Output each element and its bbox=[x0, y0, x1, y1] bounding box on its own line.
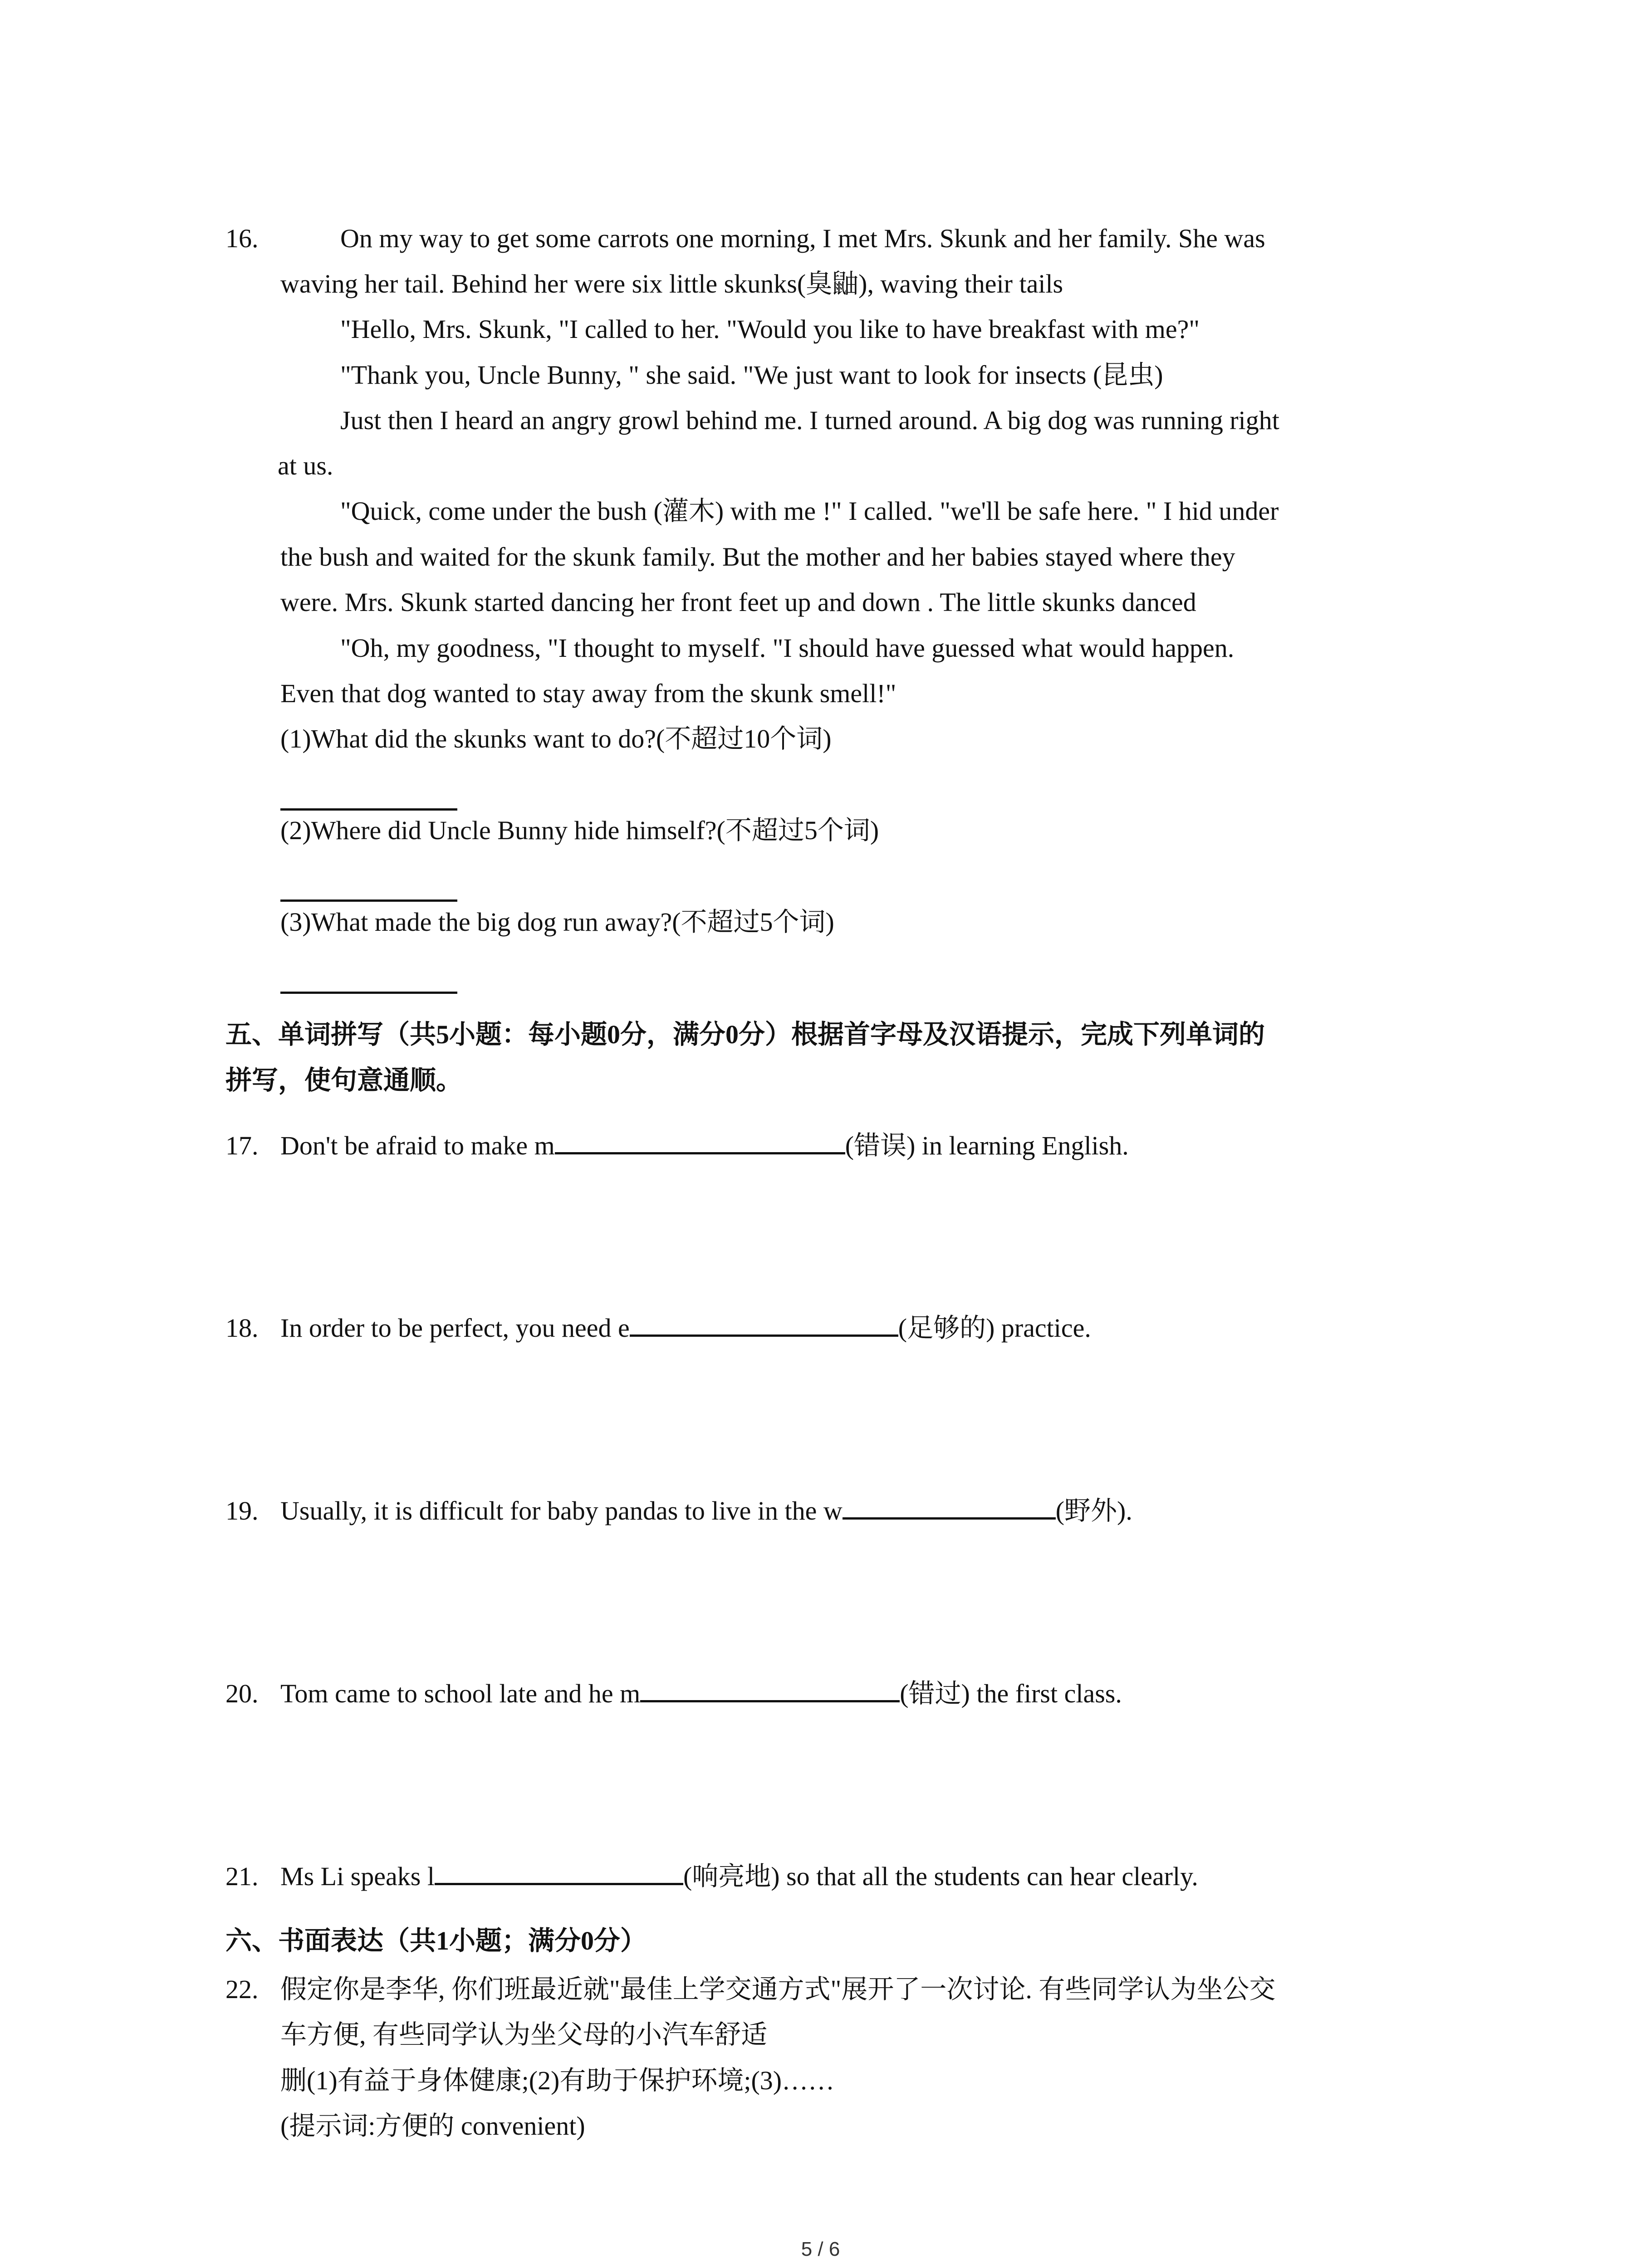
sentence-end: (错过) the first class. bbox=[900, 1679, 1122, 1708]
page-number: 5 / 6 bbox=[801, 2238, 840, 2260]
sentence-start: Usually, it is difficult for baby pandas to live in the w bbox=[280, 1496, 843, 1525]
sentence-start: Ms Li speaks l bbox=[280, 1862, 435, 1891]
prompt-line: 假定你是李华, 你们班最近就"最佳上学交通方式"展开了一次讨论. 有些同学认为坐公交 bbox=[280, 1975, 1276, 2004]
sentence-end: (响亮地) so that all the students can hear clearly. bbox=[683, 1862, 1198, 1891]
fill-blank[interactable] bbox=[555, 1125, 845, 1154]
question-17 bbox=[225, 1123, 1129, 1169]
passage-line: "Oh, my goodness, "I thought to myself. "I should have guessed what would happen. bbox=[340, 633, 1234, 663]
section-6-heading: 六、书面表达（共1小题；满分0分） bbox=[225, 1926, 647, 1955]
passage-line: "Thank you, Uncle Bunny, " she said. "We just want to look for insects (昆虫) bbox=[340, 360, 1163, 390]
question-22 bbox=[225, 1966, 1275, 2013]
section-5-heading-cont: 拼写，使句意通顺。 bbox=[225, 1066, 463, 1095]
prompt-line: 删(1)有益于身体健康;(2)有助于保护环境;(3)…… bbox=[280, 2066, 835, 2095]
question-number: 19. bbox=[225, 1496, 259, 1525]
question-19 bbox=[225, 1488, 1132, 1534]
prompt-hint: (提示词:方便的 convenient) bbox=[280, 2111, 585, 2141]
fill-blank[interactable] bbox=[843, 1490, 1056, 1520]
passage-line: Just then I heard an angry growl behind me. I turned around. A big dog was running right bbox=[340, 406, 1279, 435]
sentence-end: (错误) in learning English. bbox=[845, 1131, 1129, 1160]
sub-question-2: (2)Where did Uncle Bunny hide himself?(不超过5个词) bbox=[280, 816, 879, 845]
question-21 bbox=[225, 1853, 1198, 1900]
sub-question-3: (3)What made the big dog run away?(不超过5个词) bbox=[280, 907, 834, 937]
question-number: 22. bbox=[225, 1975, 259, 2004]
sentence-start: Don't be afraid to make m bbox=[280, 1131, 555, 1160]
sub-question-1: (1)What did the skunks want to do?(不超过10个词) bbox=[280, 724, 832, 753]
passage-line: Even that dog wanted to stay away from the skunk smell!" bbox=[280, 679, 896, 708]
sentence-end: (足够的) practice. bbox=[898, 1313, 1091, 1343]
fill-blank[interactable] bbox=[640, 1673, 900, 1702]
sentence-end: (野外). bbox=[1055, 1496, 1132, 1525]
passage-line: the bush and waited for the skunk family. But the mother and her babies stayed where they bbox=[280, 542, 1235, 572]
fill-blank[interactable] bbox=[435, 1856, 683, 1885]
passage-line: waving her tail. Behind her were six little skunks(臭鼬), waving their tails bbox=[280, 269, 1063, 298]
passage-line: were. Mrs. Skunk started dancing her front feet up and down . The little skunks danced bbox=[280, 587, 1196, 617]
question-number: 21. bbox=[225, 1862, 259, 1891]
question-18 bbox=[225, 1305, 1091, 1351]
question-20 bbox=[225, 1671, 1122, 1717]
sentence-start: In order to be perfect, you need e bbox=[280, 1313, 630, 1343]
passage-line: "Quick, come under the bush (灌木) with me !" I called. "we'll be safe here. " I hid under bbox=[340, 496, 1279, 526]
passage-line: "Hello, Mrs. Skunk, "I called to her. "Would you like to have breakfast with me?" bbox=[340, 314, 1200, 344]
question-number: 16. bbox=[225, 224, 259, 253]
passage-line: On my way to get some carrots one morning, I met Mrs. Skunk and her family. She was bbox=[340, 224, 1265, 253]
question-number: 20. bbox=[225, 1679, 259, 1708]
fill-blank[interactable] bbox=[630, 1307, 898, 1337]
sentence-start: Tom came to school late and he m bbox=[280, 1679, 641, 1708]
question-number: 18. bbox=[225, 1313, 259, 1343]
answer-blank-3[interactable] bbox=[280, 992, 457, 994]
passage-line: at us. bbox=[278, 451, 333, 480]
prompt-line: 车方便, 有些同学认为坐父母的小汽车舒适 bbox=[280, 2020, 768, 2049]
section-5-heading: 五、单词拼写（共5小题：每小题0分，满分0分）根据首字母及汉语提示，完成下列单词的 bbox=[225, 1020, 1265, 1049]
question-number: 17. bbox=[225, 1131, 259, 1160]
